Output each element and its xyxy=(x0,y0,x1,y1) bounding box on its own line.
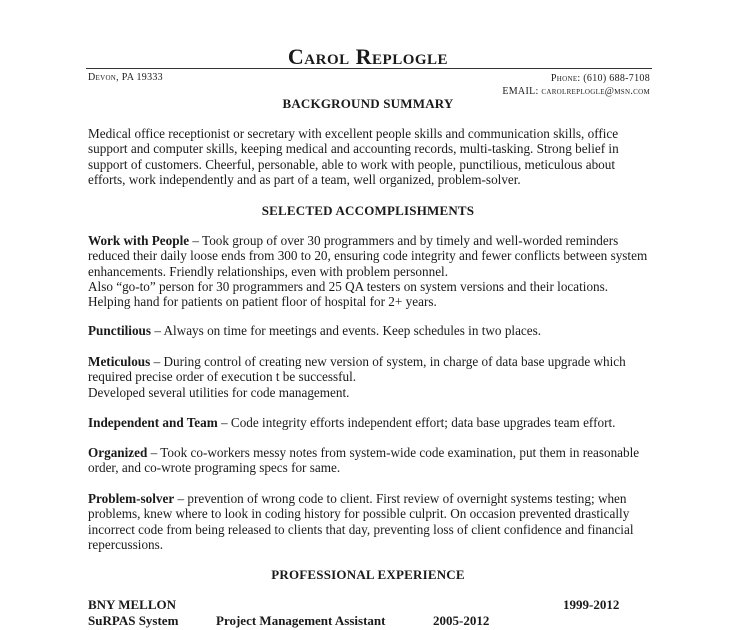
accomplishment-independent-team xyxy=(88,415,648,430)
accomplishment-text: – Code integrity efforts independent effort; data base upgrades team effort. xyxy=(217,415,616,430)
employer-name: BNY MELLON xyxy=(88,597,176,612)
accomplishment-title: Work with People xyxy=(88,233,190,248)
accomplishment-title: Punctilious xyxy=(88,323,152,338)
header-divider xyxy=(86,68,652,69)
accomplishment-work-with-people xyxy=(88,233,648,309)
accomplishment-extra: Helping hand for patients on patient floor of hospital for 2+ years. xyxy=(88,294,437,310)
phone: Phone: (610) 688-7108 xyxy=(550,73,650,84)
accomplishment-text: – Took co-workers messy notes from system-wide code examination, put them in reasonable order, and co-wrote programing specs for same. xyxy=(88,445,640,476)
accomplishment-title: Independent and Team xyxy=(88,415,218,430)
role-title: Project Management Assistant xyxy=(216,613,386,628)
contact-info xyxy=(502,72,650,98)
accomplishment-title: Problem-solver xyxy=(88,491,175,506)
candidate-name: Carol Replogle xyxy=(287,44,449,69)
email: EMAIL: carolreplogle@msn.com xyxy=(502,86,650,97)
accomplishment-punctilious xyxy=(88,323,648,338)
accomplishment-text: – Took group of over 30 programmers and by timely and well-worded reminders reduced their daily loose ends from 300 to 20, ensuring code integrity and fewer conflicts between system enhancements. Friendly relationships, even with problem personnel. xyxy=(88,233,648,279)
accomplishment-text: – Always on time for meetings and events. Keep schedules in two places. xyxy=(151,323,542,338)
role-years: 2005-2012 xyxy=(433,613,490,628)
accomplishments-heading: SELECTED ACCOMPLISHMENTS xyxy=(261,203,475,218)
accomplishment-organized xyxy=(88,445,648,476)
experience-heading: PROFESSIONAL EXPERIENCE xyxy=(271,567,465,582)
accomplishment-problem-solver xyxy=(88,491,648,552)
accomplishment-title: Organized xyxy=(88,445,148,460)
accomplishment-meticulous xyxy=(88,354,648,400)
system-name: SuRPAS System xyxy=(88,613,179,628)
employer-years: 1999-2012 xyxy=(563,597,620,612)
accomplishment-text: – prevention of wrong code to client. First review of overnight systems testing; when problems, knew where to look in coding history for possible culprit. On occasion prevented drastically incorrect code from being released to clients that day, preventing loss of client confidence and financial repercussions. xyxy=(88,491,634,552)
background-heading: BACKGROUND SUMMARY xyxy=(282,96,454,111)
background-summary: Medical office receptionist or secretary with excellent people skills and communication skills, office support and computer skills, keeping medical and accounting records, multi-tasking. Strong belief in support of customers. Cheerful, personable, able to work with people, punctilious, meticulous about efforts, work independently and as part of a team, well organized, problem-solver. xyxy=(88,126,619,187)
accomplishment-extra: Also “go-to” person for 30 programmers and 25 QA testers on system versions and their locations. xyxy=(88,278,609,294)
accomplishment-title: Meticulous xyxy=(88,354,151,369)
accomplishment-text: – During control of creating new version of system, in charge of data base upgrade which required precise order of execution t be successful. xyxy=(88,354,626,385)
accomplishment-extra: Developed several utilities for code management. xyxy=(88,384,350,400)
location: Devon, PA 19333 xyxy=(88,72,163,83)
